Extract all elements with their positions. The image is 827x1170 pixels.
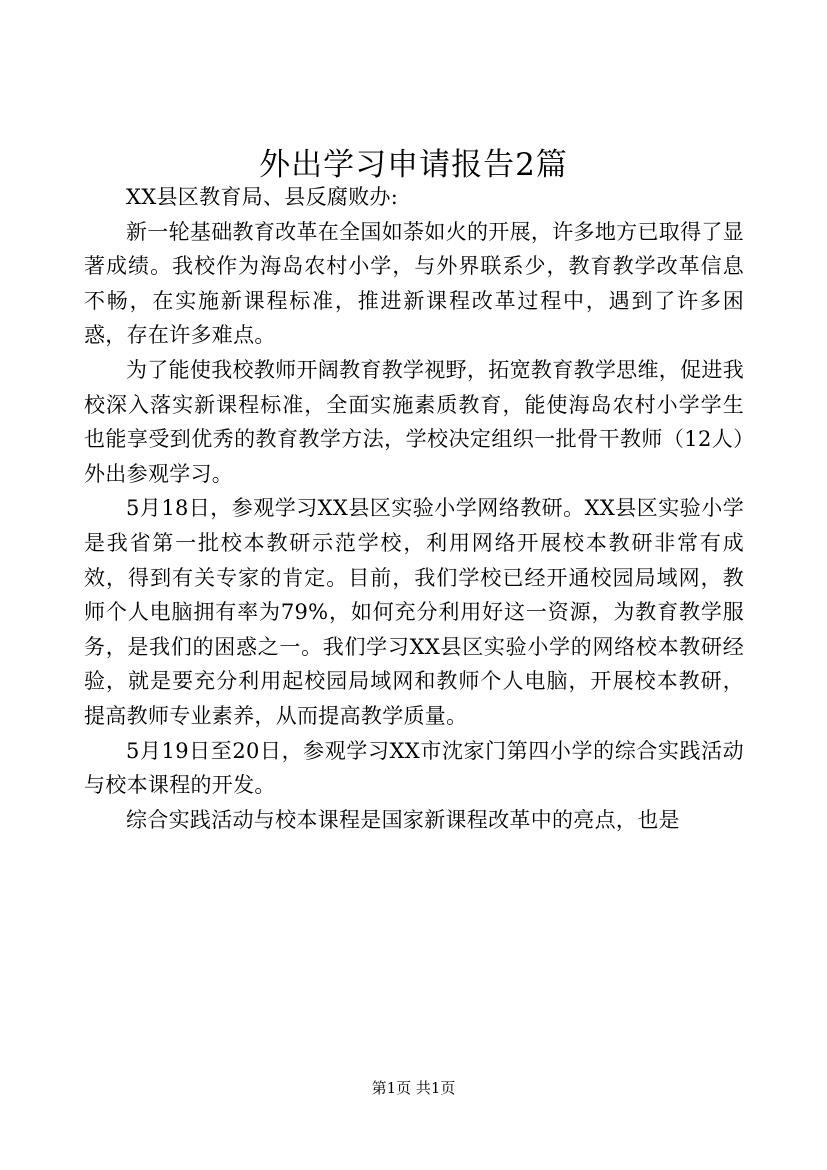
salutation-paragraph: XX县区教育局、县反腐败办:	[126, 185, 399, 209]
page-footer: 第1页 共1页	[371, 1079, 456, 1097]
document-body	[84, 180, 744, 837]
document-title: 外出学习申请报告2篇	[259, 147, 568, 183]
body-paragraph: 5月19日至20日，参观学习XX市沈家门第四小学的综合实践活动与校本课程的开发。	[84, 738, 744, 798]
body-paragraph: 5月18日，参观学习XX县区实验小学网络教研。XX县区实验小学是我省第一批校本教研示范学校，利用网络开展校本教研非常有成效，得到有关专家的肯定。目前，我们学校已经开通校园局域网，教师个人电脑拥有率为79%，如何充分利用好这一资源，为教育教学服务，是我们的困惑之一。我们学习XX县区实验小学的网络校本教研经验，就是要充分利用起校园局域网和教师个人电脑，开展校本教研，提高教师专业素养，从而提高教学质量。	[84, 496, 744, 728]
body-paragraph: 综合实践活动与校本课程是国家新课程改革中的亮点，也是	[126, 807, 680, 832]
body-paragraph: 为了能使我校教师开阔教育教学视野，拓宽教育教学思维，促进我校深入落实新课程标准，全面实施素质教育，能使海岛农村小学学生也能享受到优秀的教育教学方法，学校决定组织一批骨干教师（12人）外出参观学习。	[84, 357, 744, 486]
body-paragraph: 新一轮基础教育改革在全国如荼如火的开展，许多地方已取得了显著成绩。我校作为海岛农村小学，与外界联系少，教育教学改革信息不畅，在实施新课程标准，推进新课程改革过程中，遇到了许多困惑，存在许多难点。	[84, 219, 744, 348]
